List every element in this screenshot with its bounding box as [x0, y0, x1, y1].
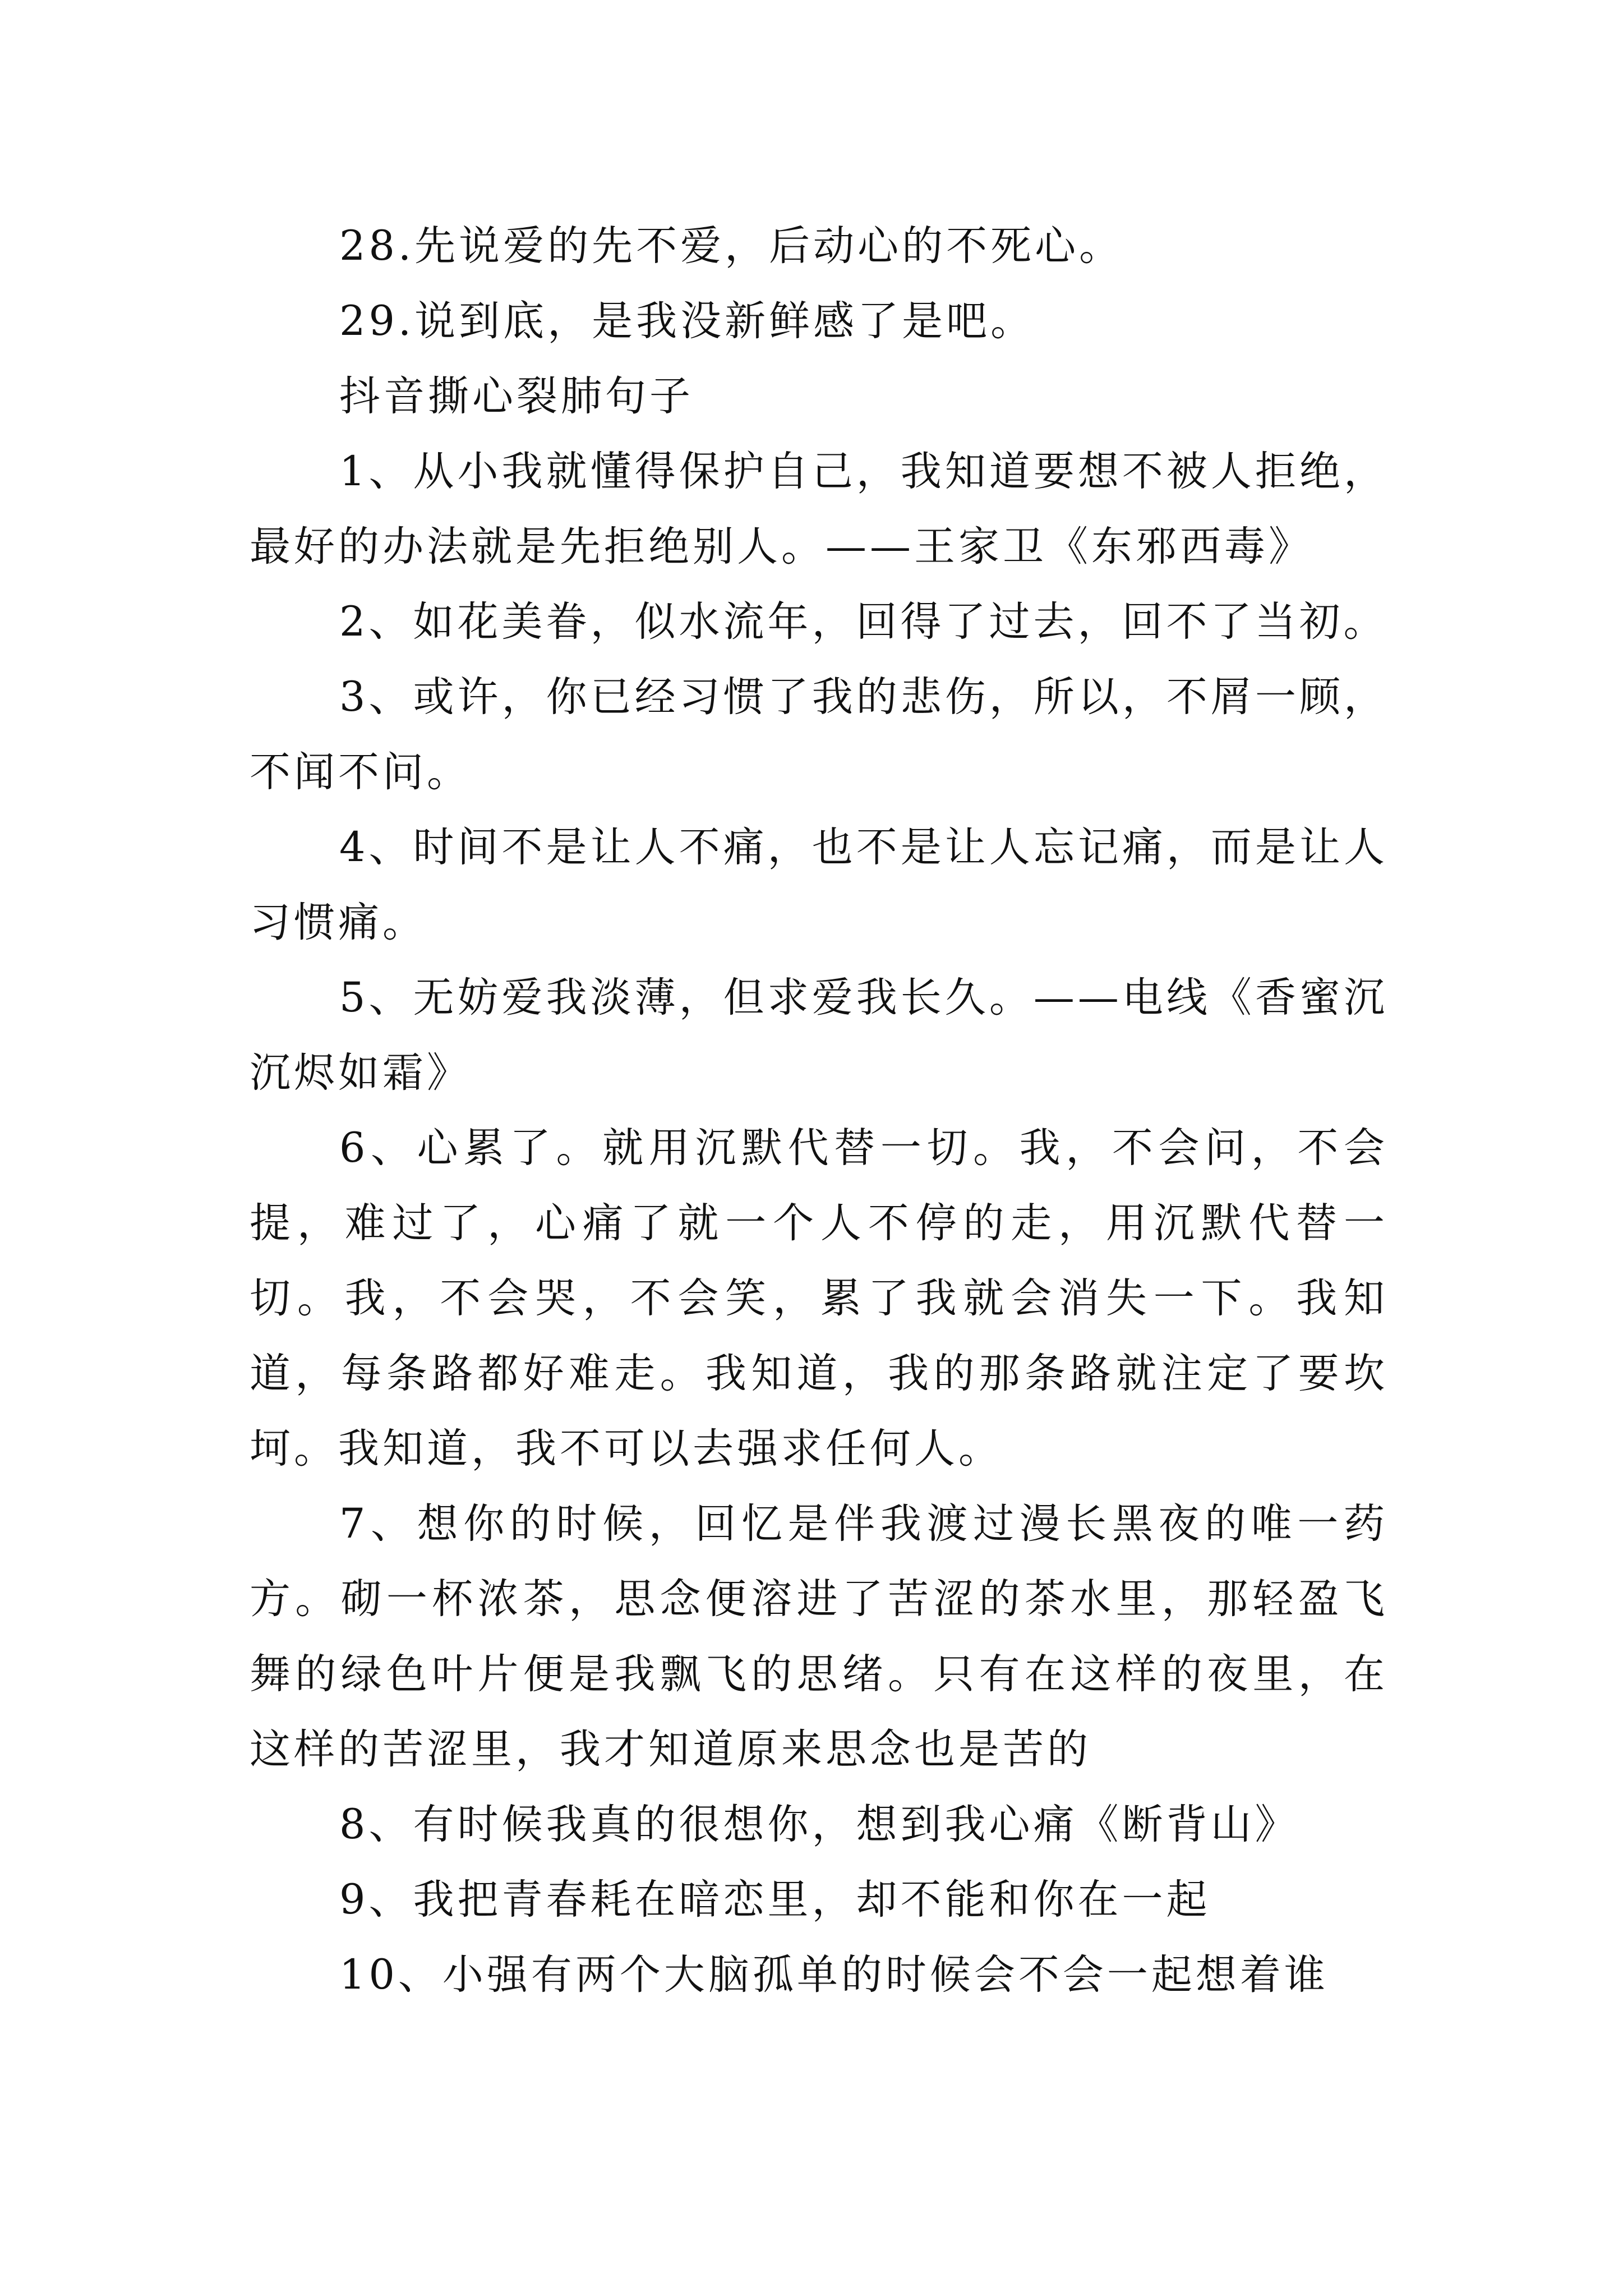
paragraph-4: 4、时间不是让人不痛，也不是让人忘记痛，而是让人习惯痛。	[250, 823, 1388, 946]
paragraph-29: 29.说到底，是我没新鲜感了是吧。	[339, 297, 1035, 345]
paragraph-10: 10、小强有两个大脑孤单的时候会不会一起想着谁	[339, 1951, 1329, 1999]
paragraph-28: 28.先说爱的先不爱，后动心的不死心。	[339, 222, 1124, 270]
paragraph-7: 7、想你的时候，回忆是伴我渡过漫长黑夜的唯一药方。砌一杯浓茶，思念便溶进了苦涩的茶水里，那轻盈飞舞的绿色叶片便是我飘飞的思绪。只有在这样的夜里，在这样的苦涩里，我才知道原来思念也是苦的	[250, 1500, 1388, 1773]
paragraph-1: 1、从小我就懂得保护自己，我知道要想不被人拒绝，最好的办法就是先拒绝别人。——王家卫《东邪西毒》	[250, 448, 1388, 570]
document-body	[250, 209, 1388, 2013]
paragraph-3: 3、或许，你已经习惯了我的悲伤，所以，不屑一顾，不闻不问。	[250, 673, 1388, 796]
paragraph-5: 5、无妨爱我淡薄，但求爱我长久。——电线《香蜜沉沉烬如霜》	[250, 974, 1388, 1097]
paragraph-6: 6、心累了。就用沉默代替一切。我，不会问，不会提，难过了，心痛了就一个人不停的走，用沉默代替一切。我，不会哭，不会笑，累了我就会消失一下。我知道，每条路都好难走。我知道，我的那条路就注定了要坎坷。我知道，我不可以去强求任何人。	[250, 1124, 1388, 1473]
paragraph-8: 8、有时候我真的很想你，想到我心痛《断背山》	[339, 1801, 1299, 1848]
paragraph-2: 2、如花美眷，似水流年，回得了过去，回不了当初。	[339, 598, 1388, 646]
section-heading: 抖音撕心裂肺句子	[339, 372, 694, 420]
paragraph-9: 9、我把青春耗在暗恋里，却不能和你在一起	[339, 1876, 1211, 1924]
